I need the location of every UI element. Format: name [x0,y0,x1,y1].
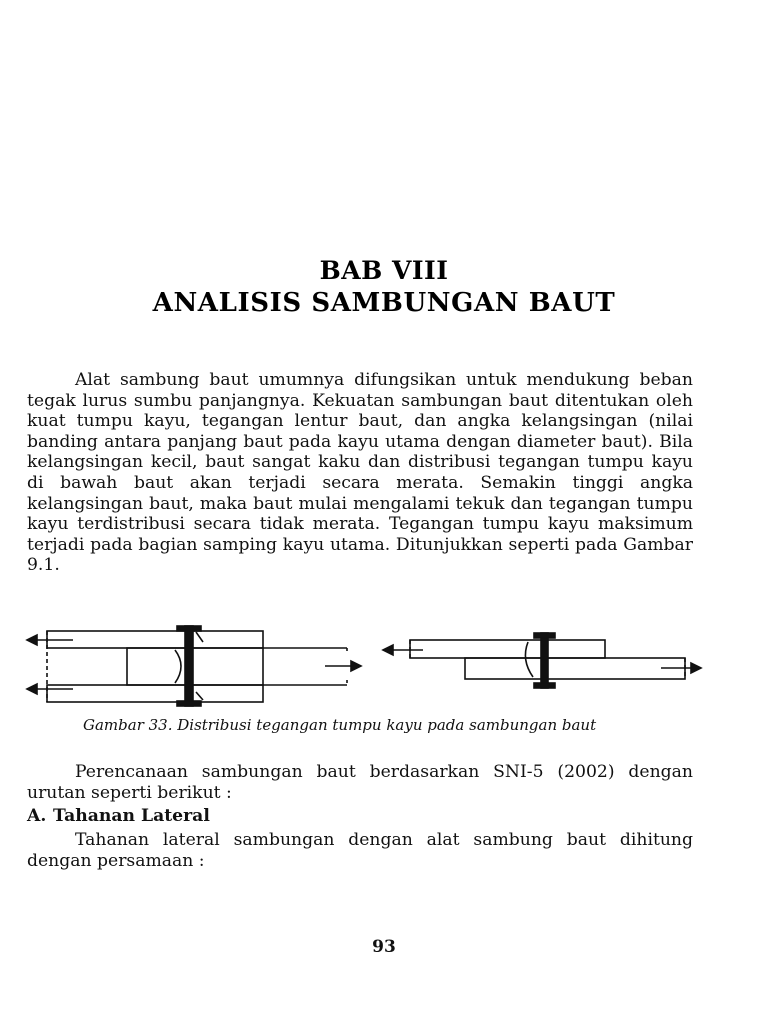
lateral-paragraph [27,830,693,871]
main-member [127,648,263,685]
load-arrow-right [351,661,361,671]
bolt [185,626,193,706]
bolt-2 [541,633,548,688]
double-shear-joint [27,626,361,706]
upper-member [410,640,605,658]
stress-distribution-curve [175,650,181,683]
planning-paragraph-text: Perencanaan sambungan baut berdasarkan SNI-5 (2002) dengan urutan seperti berikut : [27,762,693,803]
section-heading [27,806,210,826]
intro-paragraph [27,370,693,576]
section-title: Tahanan Lateral [53,806,210,826]
chapter-title: ANALISIS SAMBUNGAN BAUT [152,288,616,318]
chapter-number: BAB VIII [319,256,449,285]
page-number: 93 [372,937,396,957]
planning-paragraph [27,762,693,803]
stress-distribution-curve-2 [525,642,533,677]
side-plate-top [47,631,263,648]
section-label: A. [27,806,47,826]
load-arrow-left [383,645,393,655]
load-arrow-left-bottom [27,684,37,694]
single-shear-joint [383,633,701,688]
bolt-joint-diagram [25,620,715,710]
side-plate-bottom [47,685,263,702]
load-arrow-right-2 [691,663,701,673]
intro-paragraph-text: Alat sambung baut umumnya difungsikan untuk mendukung beban tegak lurus sumbu panjangnya. Kekuatan sambungan baut ditentukan oleh kuat tumpu kayu, tegangan lentur baut, dan angka kelangsingan (nilai banding antara panjang baut pada kayu utama dengan diameter baut). Bila kelangsingan kecil, baut sangat kaku dan distribusi tegangan tumpu kayu di bawah baut akan terjadi secara merata. Semakin tinggi angka kelangsingan baut, maka baut mulai mengalami tekuk dan tegangan tumpu kayu terdistribusi secara tidak merata. Tegangan tumpu kayu maksimum terjadi pada bagian samping kayu utama. Ditunjukkan seperti pada Gambar 9.1. [27,370,693,576]
lateral-paragraph-text: Tahanan lateral sambungan dengan alat sambung baut dihitung dengan persamaan : [27,830,693,871]
load-arrow-left-top [27,635,37,645]
bolt-joint-figure [25,620,715,710]
figure-caption: Gambar 33. Distribusi tegangan tumpu kayu pada sambungan baut [83,716,597,734]
lower-member [465,658,685,679]
